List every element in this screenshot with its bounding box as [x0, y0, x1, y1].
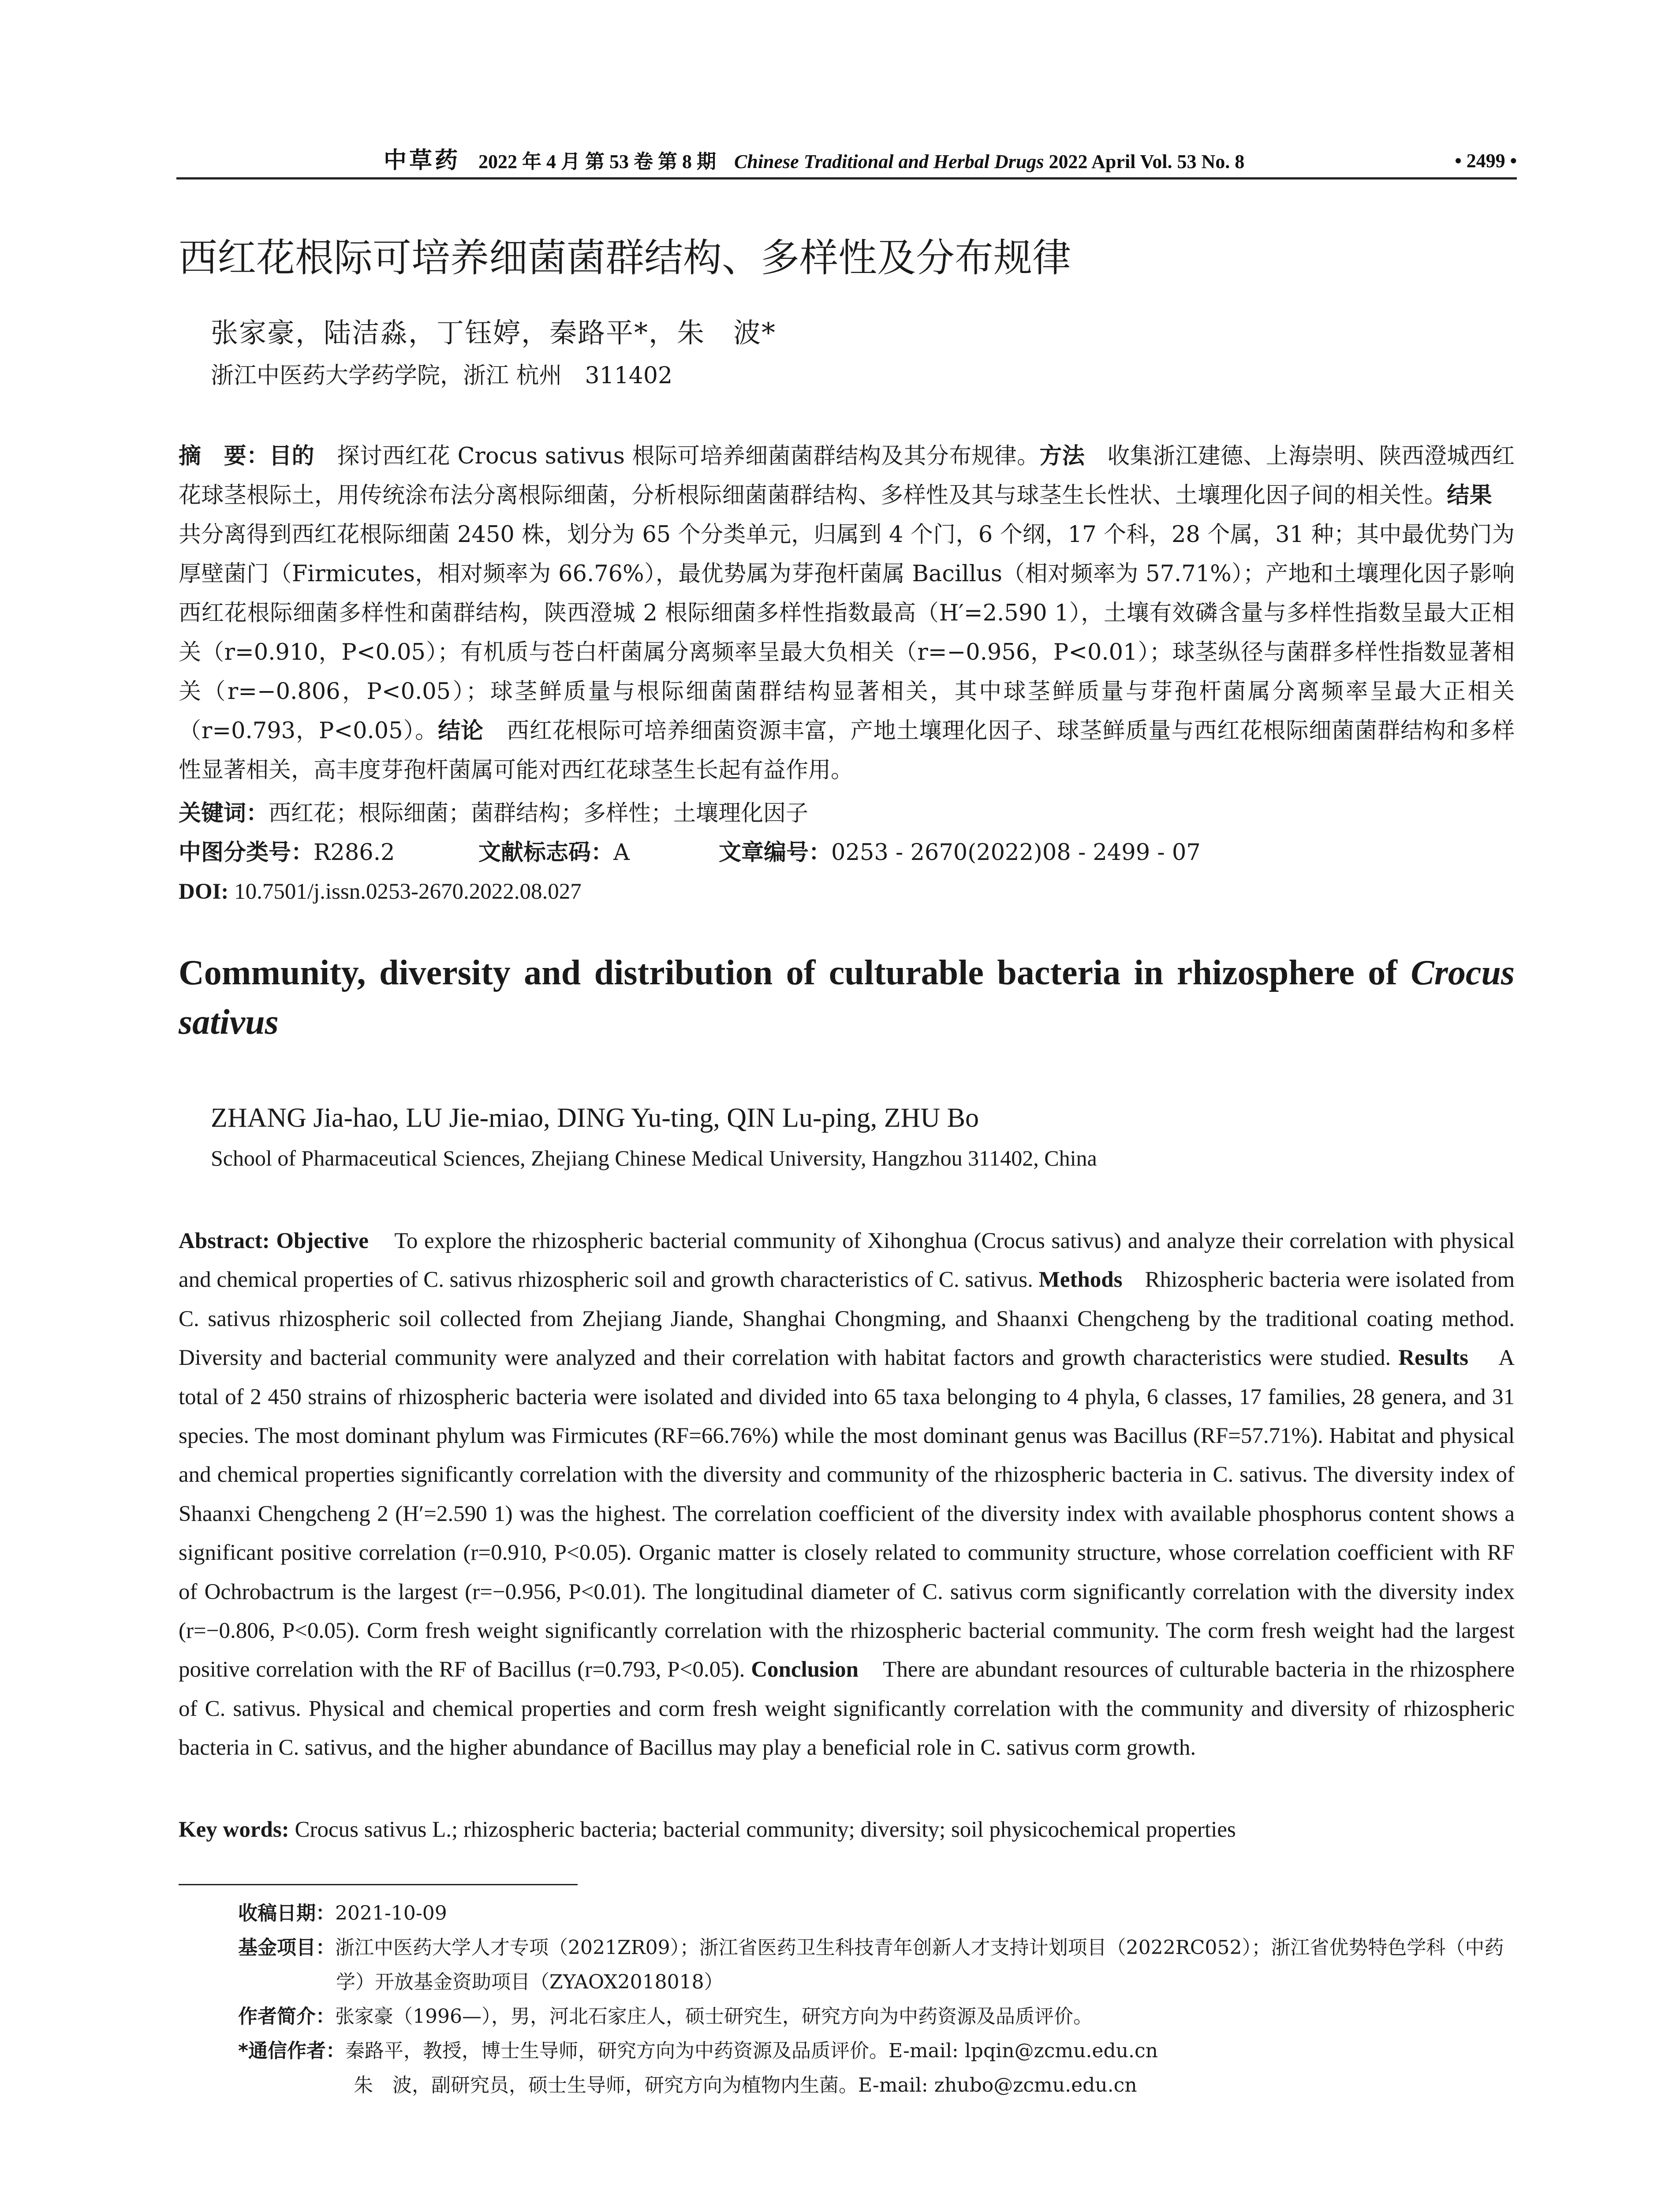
received-date: 2021-10-09 — [335, 1902, 447, 1925]
bio-label: 作者简介： — [238, 2005, 335, 2028]
footnote-corresponding — [238, 2034, 1517, 2068]
title-en-main: Community, diversity and distribution of culturable bacteria in rhizosphere of — [179, 953, 1397, 992]
issue-en: 2022 April Vol. 53 No. 8 — [1049, 151, 1245, 172]
corresponding-author-1: 秦路平，教授，博士生导师，研究方向为中药资源及品质评价。E-mail: lpqin@zcmu.edu.cn — [345, 2040, 1158, 2062]
fund-text: 浙江中医药大学人才专项（2021ZR09）；浙江省医药卫生科技青年创新人才支持计划项目（2022RC052）；浙江省优势特色学科（中药学）开放基金资助项目（ZYAOX2018018） — [335, 1936, 1504, 1993]
footnote-corresponding-2 — [238, 2068, 1517, 2103]
article-number-value: 0253 - 2670(2022)08 - 2499 - 07 — [831, 840, 1201, 866]
journal-name-en: Chinese Traditional and Herbal Drugs — [734, 151, 1044, 172]
objective-label-cn: 目的 — [269, 443, 314, 469]
abstract-en — [179, 1222, 1515, 1768]
title-en-species: Crocus sativus — [179, 953, 1515, 1042]
conclusion-text-cn: 西红花根际可培养细菌资源丰富，产地土壤理化因子、球茎鲜质量与西红花根际细菌菌群结构和多样性显著相关，高丰度芽孢杆菌属可能对西红花球茎生长起有益作用。 — [179, 718, 1515, 783]
affiliation-en: School of Pharmaceutical Sciences, Zhejiang Chinese Medical University, Hangzhou 311402, China — [211, 1146, 1097, 1170]
received-label: 收稿日期： — [238, 1902, 335, 1925]
issue-cn: 2022 年 4 月 第 53 卷 第 8 期 — [478, 151, 717, 172]
methods-label-cn: 方法 — [1039, 443, 1085, 469]
abstract-label-cn: 摘 要： — [179, 443, 269, 469]
abstract-label-en: Abstract: — [179, 1229, 270, 1253]
abstract-cn — [179, 437, 1515, 790]
bio-text: 张家豪（1996—），男，河北石家庄人，硕士研究生，研究方向为中药资源及品质评价。 — [335, 2005, 1093, 2028]
article-number-label: 文章编号： — [719, 840, 832, 866]
methods-label-en: Methods — [1038, 1267, 1123, 1293]
objective-label-en: Objective — [276, 1229, 369, 1253]
footnote-fund — [238, 1931, 1517, 1999]
keywords-text-en: Crocus sativus L.; rhizospheric bacteria; bacterial community; diversity; soil physicochemical properties — [295, 1817, 1236, 1842]
corresponding-author-2: 朱 波，副研究员，硕士生导师，研究方向为植物内生菌。E-mail: zhubo@zcmu.edu.cn — [354, 2074, 1137, 2097]
journal-name-cn: 中草药 — [384, 148, 461, 173]
methods-text-en: Rhizospheric bacteria were isolated from C. sativus rhizospheric soil collected from Zhejiang Jiande, Shanghai Chongming, and Shaanxi Chengcheng by the traditional coating method. Diversity and bacterial community were analyzed and their correlation with habitat factors and growth characteristics were studied. — [179, 1267, 1515, 1371]
footnote-author-bio — [238, 1999, 1517, 2034]
keywords-label-en: Key words: — [179, 1817, 289, 1842]
conclusion-label-cn: 结论 — [438, 718, 484, 744]
clc-value: R286.2 — [314, 840, 395, 866]
document-code — [478, 833, 630, 872]
title-en — [179, 948, 1515, 1047]
keywords-label-cn: 关键词： — [179, 800, 269, 826]
corresponding-label: *通信作者： — [238, 2040, 346, 2062]
results-text-en: A total of 2 450 strains of rhizospheric bacteria were isolated and divided into 65 taxa belonging to 4 phyla, 6 classes, 17 families, 28 genera, and 31 species. The most dominant phylum was Firmicutes (RF=66.76%) while the most dominant genus was Bacillus (RF=57.71%). Habitat and physical and chemical properties significantly correlation with the diversity and community of the rhizospheric bacteria in C. sativus. The diversity index of Shaanxi Chengcheng 2 (H′=2.590 1) was the highest. The correlation coefficient of the diversity index with available phosphorus content shows a significant positive correlation (r=0.910, P<0.05). Organic matter is closely related to community structure, whose correlation coefficient with RF of Ochrobactrum is the largest (r=−0.956, P<0.01). The longitudinal diameter of C. sativus corm significantly correlation with the diversity index (r=−0.806, P<0.05). Corm fresh weight significantly correlation with the rhizospheric bacterial community. The corm fresh weight had the largest positive correlation with the RF of Bacillus (r=0.793, P<0.05). — [179, 1345, 1515, 1682]
title-cn: 西红花根际可培养细菌菌群结构、多样性及分布规律 — [179, 235, 1071, 280]
document-code-label: 文献标志码： — [478, 840, 614, 866]
objective-text-cn: 探讨西红花 Crocus sativus 根际可培养细菌菌群结构及其分布规律。 — [314, 443, 1040, 469]
doi-link[interactable]: 10.7501/j.issn.0253-2670.2022.08.027 — [234, 879, 582, 904]
authors-en: ZHANG Jia-hao, LU Jie-miao, DING Yu-ting, QIN Lu-ping, ZHU Bo — [211, 1103, 979, 1133]
footnotes — [238, 1896, 1517, 2103]
article-number — [719, 833, 1201, 872]
doi-line — [179, 872, 582, 912]
clc-label: 中图分类号： — [179, 840, 314, 866]
conclusion-label-en: Conclusion — [751, 1657, 859, 1682]
footnote-rule — [179, 1884, 578, 1885]
running-head-left — [384, 144, 1244, 179]
footnote-received — [238, 1896, 1517, 1931]
classification-row — [179, 833, 1515, 872]
clc-code — [179, 833, 395, 872]
keywords-text-cn: 西红花；根际细菌；菌群结构；多样性；土壤理化因子 — [269, 800, 809, 826]
running-head — [176, 144, 1517, 178]
objective-text-en: To explore the rhizospheric bacterial community of Xihonghua (Crocus sativus) and analyze their correlation with physical and chemical properties of C. sativus rhizospheric soil and growth characteristics of C. sativus. — [179, 1229, 1515, 1293]
doi-label: DOI: — [179, 879, 229, 904]
methods-text-cn: 收集浙江建德、上海崇明、陕西澄城西红花球茎根际土，用传统涂布法分离根际细菌，分析根际细菌菌群结构、多样性及其与球茎生长性状、土壤理化因子间的相关性。 — [179, 443, 1515, 508]
page-number: • 2499 • — [1455, 150, 1517, 172]
keywords-cn — [179, 794, 808, 833]
fund-label: 基金项目： — [238, 1936, 335, 1959]
authors-cn: 张家豪，陆洁淼，丁钰婷，秦路平*，朱 波* — [211, 317, 777, 349]
document-code-value: A — [613, 840, 630, 866]
conclusion-text-en: There are abundant resources of culturable bacteria in the rhizosphere of C. sativus. Physical and chemical properties and corm fresh weight significantly correlation with the community and diversity of rhizospheric bacteria in C. sativus, and the higher abundance of Bacillus may play a beneficial role in C. sativus corm growth. — [179, 1657, 1515, 1760]
keywords-en — [179, 1810, 1236, 1849]
results-label-cn: 结果 — [1447, 482, 1492, 508]
results-label-en: Results — [1398, 1345, 1469, 1371]
affiliation-cn: 浙江中医药大学药学院，浙江 杭州 311402 — [211, 363, 673, 389]
results-text-cn: 共分离得到西红花根际细菌 2450 株，划分为 65 个分类单元，归属到 4 个门，6 个纲，17 个科，28 个属，31 种；其中最优势门为厚壁菌门（Firmicutes，相对频率为 66.76%），最优势属为芽孢杆菌属 Bacillus（相对频率为 57.71%）；产地和土壤理化因子影响西红花根际细菌多样性和菌群结构，陕西澄城 2 根际细菌多样性指数最高（H′=2.590 1），土壤有效磷含量与多样性指数呈最大正相关（r=0.910，P<0.05）；有机质与苍白杆菌属分离频率呈最大负相关（r=−0.956，P<0.01）；球茎纵径与菌群多样性指数显著相关（r=−0.806，P<0.05）；球茎鲜质量与根际细菌菌群结构显著相关，其中球茎鲜质量与芽孢杆菌属分离频率呈最大正相关（r=0.793，P<0.05）。 — [179, 482, 1515, 744]
header-rule — [176, 177, 1517, 179]
